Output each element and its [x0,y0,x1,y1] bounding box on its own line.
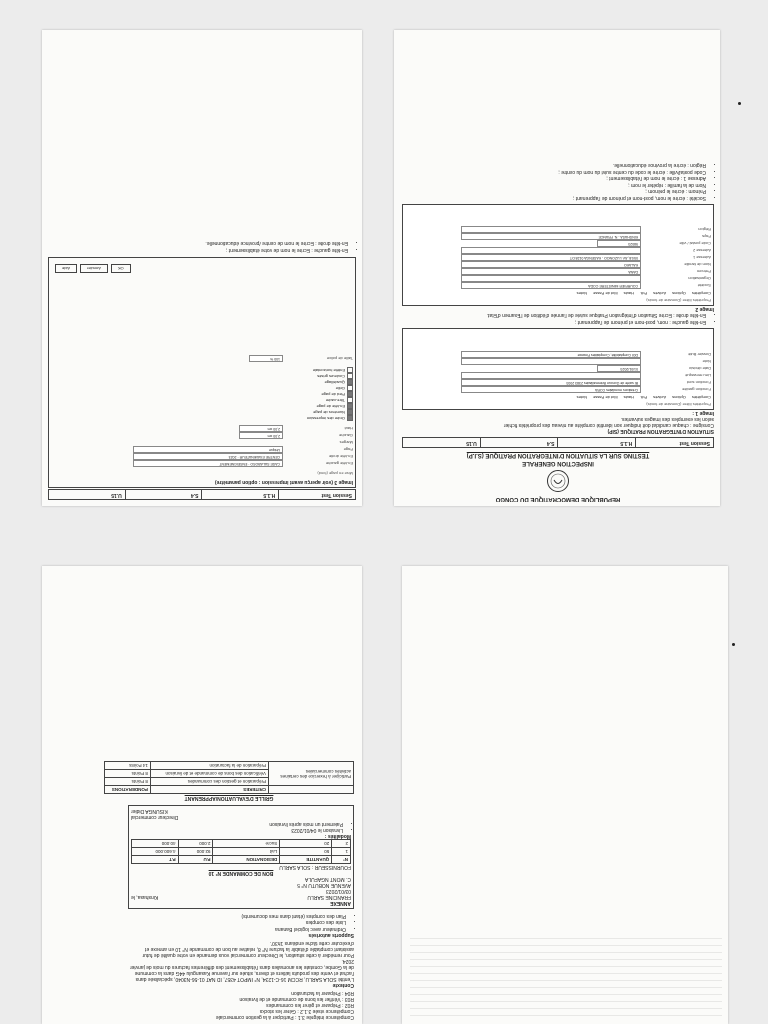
field-label: Prénom [696,269,711,275]
consigne-line: selon les exemples des images suivantes. [620,416,714,422]
bullet-item: • Adresse 1 : écrire le nom de l'établissement ; [402,175,706,182]
table-row [132,848,351,856]
option-label: Ordre des impression [306,415,345,421]
scale-label: Taille de police [326,356,353,362]
support-item: • Liste des comptes [50,919,346,926]
competence-line: R02 : Préparer et gérer les commandes [266,1002,354,1008]
dialog-title: Mise en page (fond) [317,471,353,476]
field-row [461,255,711,261]
tab-item[interactable]: Pdt. [640,291,648,296]
modalites-list [131,821,351,834]
dialog-tabs [405,291,711,296]
col-header: CRITERES [150,786,268,794]
scale-input[interactable]: 100 % [249,356,283,363]
address1-input[interactable]: 05/18, AV. LUZONGO - KASENGA 0128 DT [461,255,641,262]
field-label: Adresse 2 [692,248,711,254]
field-input[interactable] [461,359,641,366]
col-header: QUANTITE [280,856,332,864]
session-label: Session Test [278,490,355,499]
col-header: P.U [178,856,213,864]
table-cell: Sucre [213,840,280,848]
field-input[interactable] [461,373,641,380]
option-label: Quadrillage [324,379,345,385]
tab-item[interactable]: Pdt. [640,395,648,400]
supports-list [50,913,354,933]
company-input[interactable]: COURRIER MINISTERE CODA [461,283,641,290]
table-cell: Lait [213,848,280,856]
country-title: REPUBLIQUE DEMOCRATIQUE DU CONGO [495,496,621,502]
tab-item[interactable]: Options [672,395,686,400]
col-header: PONDERATIONS [105,786,151,794]
sheet-blank [402,566,728,1024]
field-row [461,352,711,358]
field-input[interactable]: Créations mondiales CORA [461,387,641,394]
col-header: DESIGNATION [213,856,280,864]
field-label: Lieu remarqué [685,373,711,379]
help-button[interactable]: Aide [55,264,77,273]
modalite-item: • Livraison le 04/01/2023 [131,827,343,834]
option-item[interactable] [51,373,353,379]
consigne-line: Consigne : chaque candidat doit indiquer son identité complète au niveau des propriétés fichier [503,422,714,428]
table-cell: 20 [280,840,332,848]
image2-dialog [402,204,714,306]
firstname-input[interactable]: DANA [461,269,641,276]
field-row [461,276,711,282]
postcode-input[interactable]: 98023 [597,241,641,248]
competence-line: Compétence visée 3.1.2 : Gérer les stocks [259,1008,354,1014]
col-header [269,786,354,794]
table-cell: 4.600.000 [132,848,179,856]
option-item[interactable] [51,391,353,397]
tab-item[interactable]: Options [672,291,686,296]
bullet-item: • Région : écrire la province éducationnelle. [402,162,706,169]
field-input[interactable]: DDI Comptabilité, Comptables Finance [461,352,641,359]
dialog-path: Propriétés Mère (Domaine de fonds) [646,402,711,407]
option-item[interactable] [51,367,353,373]
session-u: U.15 [111,492,122,498]
field-label: Société [697,283,711,289]
col-header: N° [332,856,351,864]
session-h: H.1.5 [558,438,636,447]
dialog-tabs [405,395,711,400]
margin-top-input[interactable]: 2,00 cm [239,426,283,433]
grille-table [104,762,354,795]
field-label: Note [702,359,711,365]
field-row [133,461,353,467]
option-label: Pied de page [321,391,345,397]
competence-line: R03 : Vérifier les bons de commande et de livraison [239,996,354,1002]
annexe-label: ANNEXE [330,900,351,907]
field-label: Gauche [338,433,353,439]
field-label: Adresse 1 [692,255,711,261]
image3-title: Image 3 (voir aperçu avant impression : option paramètre) [214,479,353,485]
region-input[interactable] [461,227,641,234]
ok-button[interactable]: OK [111,264,131,273]
table-header-row [132,856,351,864]
bullet-item: • En-tête gauche : nom, post-nom et prénom de l'apprenant ; [402,319,706,326]
tab-item[interactable]: Notes [576,395,588,400]
table-cell: 40.000 [132,840,179,848]
cancel-button[interactable]: Annuler [80,264,108,273]
contexte-label: Contexte [332,982,354,988]
option-label: Entête horizontale [312,367,345,373]
table-cell: Vérification des bons de commande et de livraison [150,770,268,778]
table-cell: 8 Points [105,778,151,786]
field-row [133,433,353,439]
field-row [461,283,711,289]
field-row [133,447,353,453]
option-label: Numéros de page [313,409,345,415]
table-cell: 2 [332,840,351,848]
col-header: P.T [132,856,179,864]
bullet-item: • En-tête droite : Ecrire Situation d'Intégration Pratique suivie de l'année d'édition de l'Examen d'Etat. [402,312,706,319]
session-s: S.4 [480,438,558,447]
field-input[interactable]: 01/01/2023 [597,366,641,373]
field-label: En-tête gauche [325,461,353,467]
competence-line: R04 : Préparer la facturation [291,990,354,996]
field-row [461,366,711,372]
tab-item[interactable]: Complétés [691,291,711,296]
header-right-input[interactable]: CENTRE EXAMINATEUR · 2023 [133,454,283,461]
supports-label: Supports autorisés [308,932,354,938]
signature-role: Directeur commercial [131,814,179,821]
field-row [461,227,711,233]
bullets-bottom [402,162,714,201]
scan-speck [732,643,735,646]
contexte-line: assistant comptable d'établir la facture N° 8, relative au bon de commande N° 10 en annexe et [145,946,354,952]
bullet-item: • Société : écrire le nom, post-nom et prénom de l'apprenant ; [402,195,706,202]
sheet-identity [394,30,720,506]
grille-header-row [105,786,354,794]
field-row [133,426,353,432]
image1-label: Image 1 : [692,410,714,416]
field-row [461,262,711,268]
field-label: Pays [702,234,711,240]
emblem [402,469,714,493]
field-input[interactable]: BI sairfe de Gonoun Brimmaillades 2383 2003 [461,380,641,387]
option-item[interactable] [51,379,353,385]
contexte-line: L'entité SOLA SARLU, RCCM 16-C-1234, N° IMPOT 4357, ID NAT 01-56-N3040, spécialisée dans [135,976,354,982]
session-row [48,489,356,500]
annexe-city: Kinshasa, le [131,894,159,901]
annexe-line: 03/01/2023 [325,888,351,895]
table-cell: 8 Points [105,770,151,778]
table-cell: 92.000 [178,848,213,856]
tab-item[interactable]: Activés [653,395,667,400]
field-label: Marges [339,440,353,446]
field-row [461,234,711,240]
image2-label: Image 2 [695,306,714,312]
option-item[interactable] [51,415,353,421]
option-item[interactable] [51,385,353,391]
session-h: H.1.5 [202,490,279,499]
order-table [131,840,351,865]
bullet-item: • Prénom : écrire le prénom ; [402,188,706,195]
modalites-label: Modalités : [324,833,351,840]
option-label: En-tête de page [316,403,345,409]
country-input[interactable]: KINSHASA - N. FRANCE [461,234,641,241]
bon-title: BON DE COMMANDE N° 10 [208,870,274,877]
contexte-line: l'achat et vente des produits laitiers et divers, située sur l'avenue Kasangulu 44G dans la commune [134,970,354,976]
image3-frame [48,257,356,488]
scan-speck [738,102,741,105]
contexte-line: Pour remédier à cette situation, le Directeur commercial vous demande en votre qualité de futur [142,952,354,958]
annexe-line: C. MONT NGAFULA [304,876,351,883]
field-row [461,359,711,365]
tab-item[interactable]: Activés [653,291,667,296]
table-cell: Préparation et gestion des commandes [150,778,268,786]
emblem-icon [546,469,570,493]
tab-item[interactable]: Mot de Passe [593,291,618,296]
table-row [105,778,354,786]
contexte-line: 2024. [341,958,354,964]
dialog-buttons [55,264,131,273]
option-label: Titre-cadre [325,397,345,403]
field-row [461,241,711,247]
field-label: Nom de famille [684,262,711,268]
lastname-input[interactable]: KALAKO [461,262,641,269]
support-item: • Ordinateur avec logiciel Banana [50,926,346,933]
field-row [51,356,353,362]
field-row [133,440,353,446]
field-label: Page [343,447,353,453]
header-left-input[interactable]: CASE SALABOSO · ENSEIGNEMENT [133,461,283,468]
tab-item[interactable]: Mot de Passe [593,395,618,400]
field-label: Région [698,227,711,233]
option-item[interactable] [51,397,353,403]
session-row [402,437,714,448]
table-cell: 1 [332,848,351,856]
modalite-item: • Paiement un mois après livraison [131,821,343,828]
tab-item[interactable]: Notes [576,291,588,296]
competence-line: Compétence intégrée 3.1 : Participer à la gestion commerciale [215,1014,354,1020]
field-label: En-tête droite [328,454,353,460]
session-label: Session Test [635,438,713,447]
table-row [132,840,351,848]
contexte-line: de la Gombe, constate les anomalies dans l'établissement des différentes factures du mois de janvier [129,964,354,970]
tab-item[interactable]: Complétés [691,395,711,400]
bullet-item: • En-tête gauche : Ecrire le nom de votre établissement ; [48,247,348,254]
field-row [461,248,711,254]
option-label: Couleurs grisés [317,373,345,379]
field-label: Organisation [688,276,711,282]
tab-item[interactable]: Hauts [623,291,635,296]
field-label: Haut [344,426,353,432]
session-u: U.15 [466,440,477,446]
table-cell: Participer à l'exercice des certaines activités commerciales [269,762,354,786]
option-label: Grille [335,385,345,391]
field-label: Code postal / ville [679,241,711,247]
bullet-item: • Nom de la famille : répéter le nom ; [402,182,706,189]
session-s: S.4 [125,490,202,499]
grille-title: GRILLE D'EVALUATION/APPRENANT [184,795,274,802]
field-row [461,380,711,386]
bleed-through-text [410,938,722,1018]
table-cell: 2.000 [178,840,213,848]
image1-dialog [402,328,714,410]
bullet-item: • En-tête droite : Ecrire le nom de centre /province éducationnelle. [48,240,348,247]
field-row [133,454,353,460]
page-select[interactable]: Unique [133,447,283,454]
field-input[interactable] [461,276,641,283]
annexe-line: AVENUE NOBUTU N° 5 [297,882,351,889]
dialog-path: Propriétés Mère (Domaine de fonds) [646,298,711,303]
bullets-top [402,312,714,325]
field-row [461,387,711,393]
field-label: Fonction gardée [682,387,711,393]
field-label: Dossier Buté [688,352,711,358]
tab-item[interactable]: Hauts [623,395,635,400]
sip-title: SITUATION D'INTEGRATION PRATIQUE (SIP) [607,428,714,434]
table-cell: 14 Points [105,762,151,770]
option-item[interactable] [51,403,353,409]
table-cell: 50 [280,848,332,856]
field-row [461,269,711,275]
testing-title: TESTING SUR LA SITUATION D'INTEGRATION PRATIQUE (S.I.P) [466,452,650,458]
bullet-item: • Code postal/ville : écrire le code du centre suivi du nom du centre ; [402,169,706,176]
fournisseur: FOURNISSEUR : SOLA SARLU [279,864,351,871]
signature-name: KISUNGA Didier [131,808,168,815]
support-item: • Plan des comptes (étant dans mes documents) [50,913,346,920]
table-cell: Préparation de la facturation [150,762,268,770]
sheet-context [42,566,362,1024]
field-row [461,373,711,379]
contexte-line: d'exécuter cette tâche endéans 1h30'. [269,940,354,946]
annexe-line: FRANCINE SARLU [307,894,351,901]
field-label: Fonction sont [686,380,711,386]
inspection-title: INSPECTION GENERALE [522,460,594,466]
options-list [51,367,353,421]
margin-left-input[interactable]: 2,00 cm [239,433,283,440]
field-label: Date décisio [688,366,711,372]
address2-input[interactable] [461,248,641,255]
print-bullets [48,240,356,253]
annexe-box [128,806,354,910]
sheet-print-settings [42,30,362,506]
